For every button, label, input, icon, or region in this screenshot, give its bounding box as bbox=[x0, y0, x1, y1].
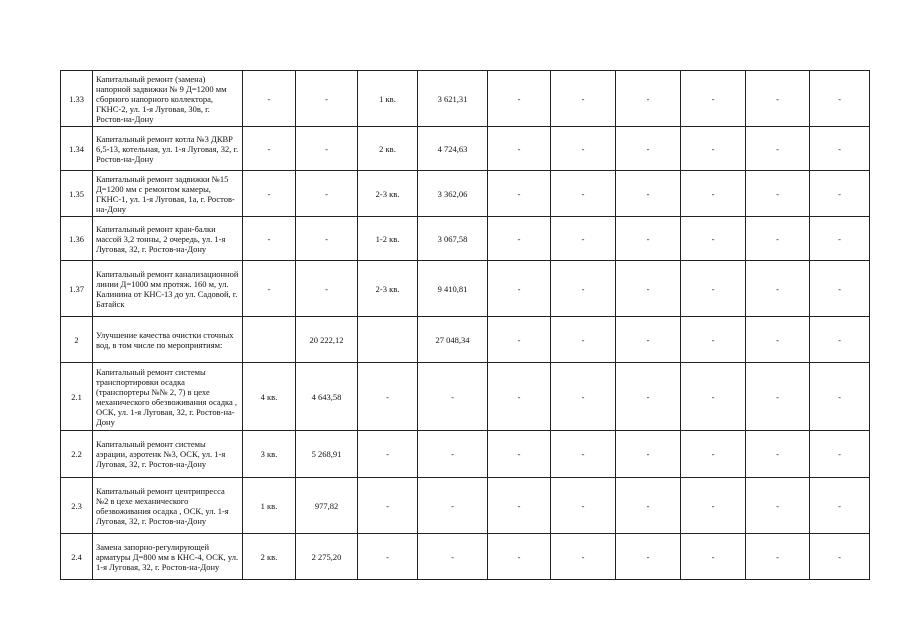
row-col-5: - bbox=[488, 431, 551, 478]
row-col-8: - bbox=[681, 127, 746, 171]
row-col-8: - bbox=[681, 171, 746, 217]
row-col-5: - bbox=[488, 71, 551, 127]
row-col-2: - bbox=[296, 171, 358, 217]
row-col-10: - bbox=[810, 127, 870, 171]
row-number: 2.1 bbox=[61, 363, 93, 431]
row-col-4: - bbox=[418, 363, 488, 431]
row-col-8: - bbox=[681, 431, 746, 478]
row-col-5: - bbox=[488, 363, 551, 431]
row-col-4: 27 048,34 bbox=[418, 317, 488, 363]
table-row bbox=[61, 217, 870, 261]
row-col-9: - bbox=[746, 317, 810, 363]
row-col-8: - bbox=[681, 363, 746, 431]
row-col-5: - bbox=[488, 217, 551, 261]
row-col-1: - bbox=[243, 127, 296, 171]
row-col-5: - bbox=[488, 534, 551, 580]
row-col-3: 1-2 кв. bbox=[358, 217, 418, 261]
row-description: Капитальный ремонт центрипресса №2 в цехе механического обезвоживания осадка , ОСК, ул. 1-я Луговая, 32, г. Ростов-на-Дону bbox=[93, 478, 243, 534]
row-col-3: - bbox=[358, 478, 418, 534]
row-col-2: - bbox=[296, 127, 358, 171]
row-col-5: - bbox=[488, 478, 551, 534]
row-col-9: - bbox=[746, 127, 810, 171]
row-col-6: - bbox=[551, 171, 616, 217]
row-number: 2.4 bbox=[61, 534, 93, 580]
row-col-7: - bbox=[616, 261, 681, 317]
row-description: Капитальный ремонт канализационной линии Д=1000 мм протяж. 160 м, ул. Калинина от КНС-13 до ул. Садовой, г. Батайск bbox=[93, 261, 243, 317]
row-col-8: - bbox=[681, 534, 746, 580]
row-col-3: 2 кв. bbox=[358, 127, 418, 171]
row-col-10: - bbox=[810, 534, 870, 580]
row-col-7: - bbox=[616, 171, 681, 217]
works-table bbox=[60, 70, 870, 580]
table-row bbox=[61, 171, 870, 217]
row-col-1: 3 кв. bbox=[243, 431, 296, 478]
row-col-3 bbox=[358, 317, 418, 363]
row-number: 1.33 bbox=[61, 71, 93, 127]
row-description: Капитальный ремонт котла №3 ДКВР 6,5-13, котельная, ул. 1-я Луговая, 32, г. Ростов-на-Дону bbox=[93, 127, 243, 171]
row-col-3: - bbox=[358, 534, 418, 580]
table-row bbox=[61, 478, 870, 534]
row-col-10: - bbox=[810, 478, 870, 534]
row-col-4: - bbox=[418, 534, 488, 580]
row-description: Капитальный ремонт системы транспортировки осадка (транспортеры №№ 2, 7) в цехе механического обезвоживания осадка , ОСК, ул. 1-я Луговая, 32, г. Ростов-на-Дону bbox=[93, 363, 243, 431]
table-row bbox=[61, 261, 870, 317]
row-col-1: 2 кв. bbox=[243, 534, 296, 580]
row-col-4: - bbox=[418, 431, 488, 478]
row-col-5: - bbox=[488, 261, 551, 317]
row-description: Капитальный ремонт системы аэрации, аэротенк №3, ОСК, ул. 1-я Луговая, 32, г. Ростов-на-Дону bbox=[93, 431, 243, 478]
row-number: 2.3 bbox=[61, 478, 93, 534]
row-col-7: - bbox=[616, 127, 681, 171]
row-col-8: - bbox=[681, 317, 746, 363]
row-col-9: - bbox=[746, 171, 810, 217]
row-col-8: - bbox=[681, 71, 746, 127]
row-col-9: - bbox=[746, 261, 810, 317]
row-col-1: - bbox=[243, 71, 296, 127]
row-col-3: 1 кв. bbox=[358, 71, 418, 127]
row-col-4: 3 621,31 bbox=[418, 71, 488, 127]
row-col-4: 3 362,06 bbox=[418, 171, 488, 217]
table-row bbox=[61, 127, 870, 171]
table-row bbox=[61, 317, 870, 363]
row-number: 2 bbox=[61, 317, 93, 363]
row-col-7: - bbox=[616, 534, 681, 580]
row-col-6: - bbox=[551, 127, 616, 171]
row-col-6: - bbox=[551, 71, 616, 127]
row-col-9: - bbox=[746, 217, 810, 261]
row-col-3: - bbox=[358, 431, 418, 478]
row-col-1: - bbox=[243, 217, 296, 261]
row-col-5: - bbox=[488, 127, 551, 171]
row-col-2: - bbox=[296, 261, 358, 317]
table-row bbox=[61, 534, 870, 580]
row-col-2: 20 222,12 bbox=[296, 317, 358, 363]
row-col-6: - bbox=[551, 363, 616, 431]
row-col-5: - bbox=[488, 171, 551, 217]
row-col-3: 2-3 кв. bbox=[358, 261, 418, 317]
row-col-9: - bbox=[746, 71, 810, 127]
row-col-3: - bbox=[358, 363, 418, 431]
row-number: 1.37 bbox=[61, 261, 93, 317]
row-col-4: 9 410,81 bbox=[418, 261, 488, 317]
row-col-9: - bbox=[746, 534, 810, 580]
row-col-2: 4 643,58 bbox=[296, 363, 358, 431]
row-col-6: - bbox=[551, 534, 616, 580]
row-col-7: - bbox=[616, 431, 681, 478]
row-col-7: - bbox=[616, 363, 681, 431]
row-col-4: 3 067,58 bbox=[418, 217, 488, 261]
row-number: 1.34 bbox=[61, 127, 93, 171]
row-col-6: - bbox=[551, 478, 616, 534]
row-col-2: - bbox=[296, 217, 358, 261]
row-col-2: - bbox=[296, 71, 358, 127]
row-col-8: - bbox=[681, 478, 746, 534]
row-col-2: 5 268,91 bbox=[296, 431, 358, 478]
row-number: 1.36 bbox=[61, 217, 93, 261]
row-col-1: - bbox=[243, 171, 296, 217]
row-col-7: - bbox=[616, 317, 681, 363]
row-col-10: - bbox=[810, 431, 870, 478]
row-col-10: - bbox=[810, 71, 870, 127]
row-col-7: - bbox=[616, 478, 681, 534]
row-col-1: 1 кв. bbox=[243, 478, 296, 534]
row-col-1: 4 кв. bbox=[243, 363, 296, 431]
row-col-9: - bbox=[746, 431, 810, 478]
row-col-9: - bbox=[746, 478, 810, 534]
row-col-4: 4 724,63 bbox=[418, 127, 488, 171]
row-col-4: - bbox=[418, 478, 488, 534]
row-col-7: - bbox=[616, 71, 681, 127]
row-description: Капитальный ремонт (замена) напорной задвижки № 9 Д=1200 мм сборного напорного коллектора, ГКНС-2, ул. 1-я Луговая, 30в, г. Ростов-на-Дону bbox=[93, 71, 243, 127]
row-col-10: - bbox=[810, 217, 870, 261]
row-col-1 bbox=[243, 317, 296, 363]
row-description: Капитальный ремонт кран-балки массой 3,2 тонны, 2 очередь, ул. 1-я Луговая, 32, г. Ростов-на-Дону bbox=[93, 217, 243, 261]
row-col-3: 2-3 кв. bbox=[358, 171, 418, 217]
row-col-10: - bbox=[810, 261, 870, 317]
row-col-2: 2 275,20 bbox=[296, 534, 358, 580]
row-col-6: - bbox=[551, 261, 616, 317]
row-col-6: - bbox=[551, 217, 616, 261]
row-col-2: 977,82 bbox=[296, 478, 358, 534]
row-col-8: - bbox=[681, 261, 746, 317]
row-col-9: - bbox=[746, 363, 810, 431]
row-description: Капитальный ремонт задвижки №15 Д=1200 мм с ремонтом камеры, ГКНС-1, ул. 1-я Луговая, 1а, г. Ростов-на-Дону bbox=[93, 171, 243, 217]
row-col-8: - bbox=[681, 217, 746, 261]
row-number: 1.35 bbox=[61, 171, 93, 217]
row-col-7: - bbox=[616, 217, 681, 261]
table-row bbox=[61, 71, 870, 127]
row-description: Улучшение качества очистки сточных вод, в том числе по мероприятиям: bbox=[93, 317, 243, 363]
row-col-5: - bbox=[488, 317, 551, 363]
row-col-10: - bbox=[810, 171, 870, 217]
row-col-6: - bbox=[551, 431, 616, 478]
table-row bbox=[61, 431, 870, 478]
row-col-10: - bbox=[810, 317, 870, 363]
table-row bbox=[61, 363, 870, 431]
row-number: 2.2 bbox=[61, 431, 93, 478]
row-description: Замена запорно-регулирующей арматуры Д=800 мм в КНС-4, ОСК, ул. 1-я Луговая, 32, г. Ростов-на-Дону bbox=[93, 534, 243, 580]
row-col-10: - bbox=[810, 363, 870, 431]
row-col-6: - bbox=[551, 317, 616, 363]
table-body bbox=[61, 71, 870, 580]
row-col-1: - bbox=[243, 261, 296, 317]
